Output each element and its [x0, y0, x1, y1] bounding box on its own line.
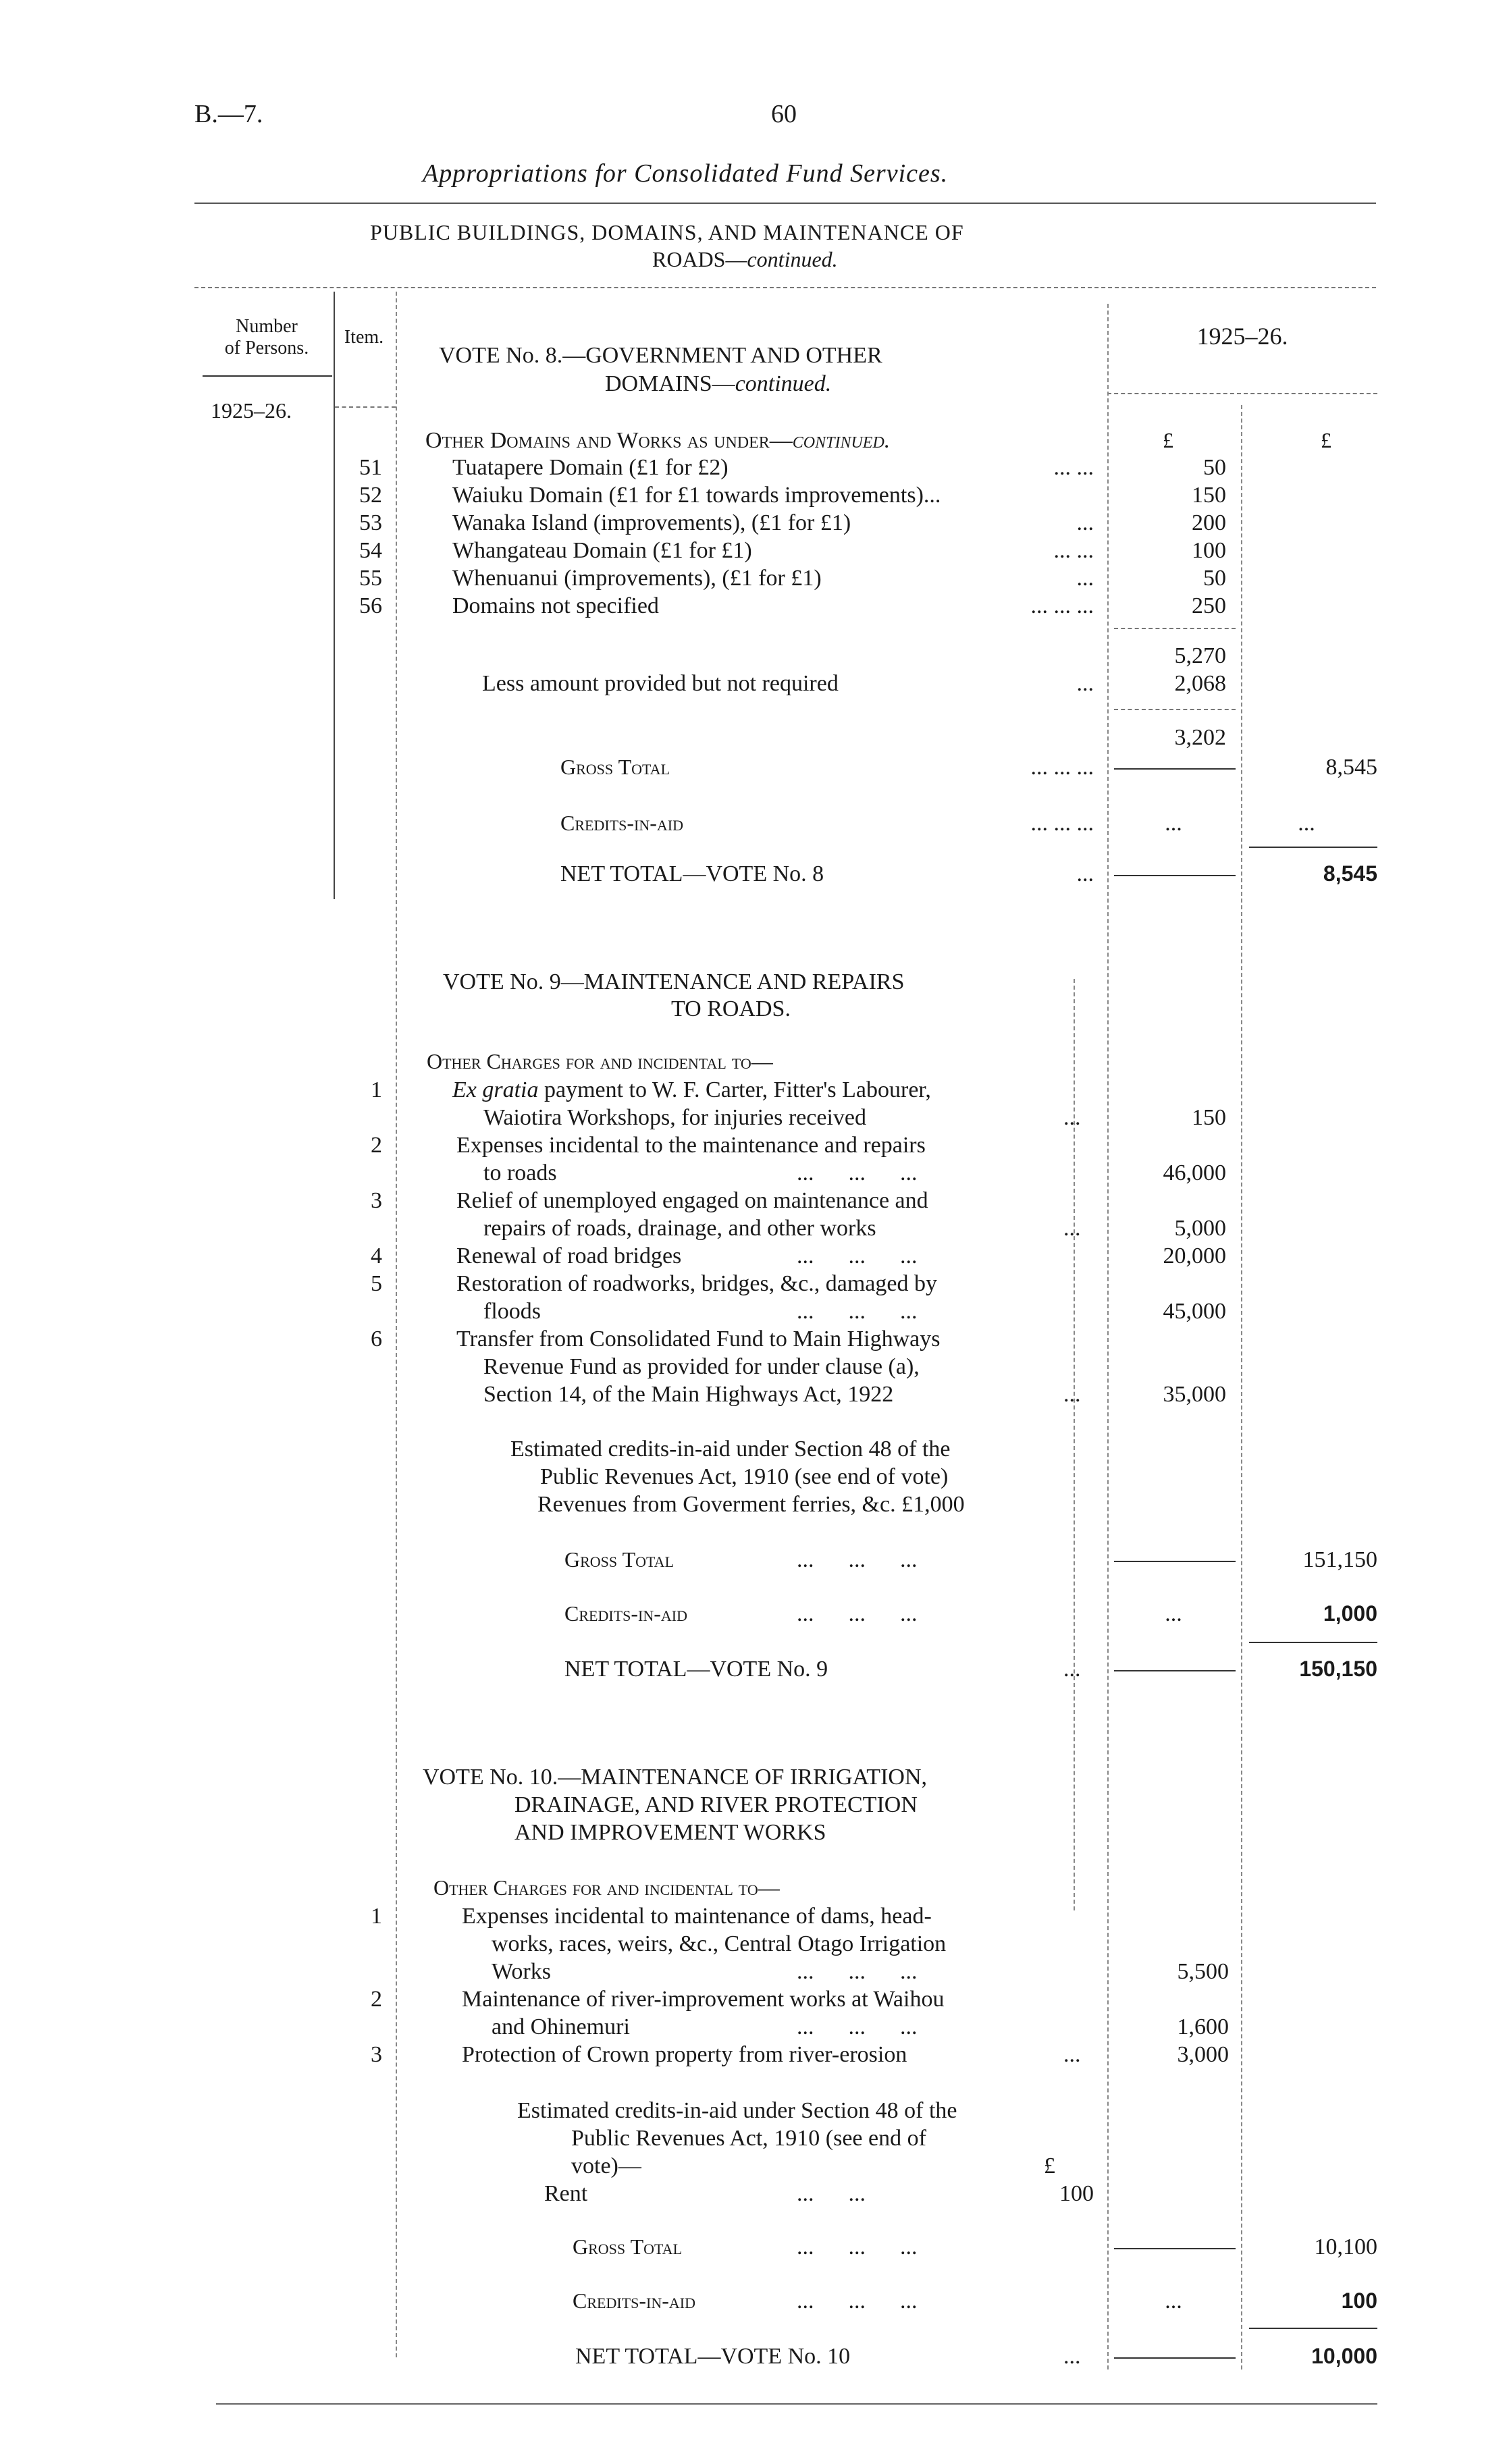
vote9-item-dots: ... — [1063, 1105, 1081, 1130]
vote8-item-dots: ... — [1076, 510, 1094, 535]
vote8-section-heading: Other Domains and Works as under—continued. — [425, 428, 891, 453]
vote10-gross-total: 10,100 — [1314, 2234, 1377, 2259]
vote10-section-heading: Other Charges for and incidental to— — [433, 1875, 780, 1900]
vote10-credits-note-line-2: Public Revenues Act, 1910 (see end of — [571, 2126, 926, 2151]
year-header-rule — [1107, 393, 1377, 394]
vote8-item-number: 55 — [359, 566, 382, 591]
vote10-credits-amount-1: ... — [1165, 2288, 1182, 2313]
vote9-credits-note-line-3: Revenues from Goverment ferries, &c. £1,000 — [537, 1492, 965, 1517]
vote9-gross-total: 151,150 — [1302, 1547, 1377, 1572]
vote9-item-dots: ... — [1063, 1382, 1081, 1407]
vote9-gross-total-label: Gross Total — [564, 1547, 675, 1572]
table-top-rule — [194, 287, 1376, 288]
vote9-item-line: repairs of roads, drainage, and other works — [483, 1216, 876, 1241]
year-header: 1925–26. — [1196, 323, 1288, 350]
vote9-item-amount: 5,000 — [1174, 1216, 1226, 1241]
vote10-item-dots: ... ... ... — [797, 2014, 918, 2039]
vote9-item-dots: ... ... ... — [797, 1160, 918, 1185]
vote8-pound-sign-2: £ — [1321, 428, 1331, 452]
vote8-gross-rule — [1114, 768, 1236, 770]
vote10-item-number: 3 — [371, 2042, 382, 2067]
vote9-credits-amount-1: ... — [1165, 1601, 1182, 1626]
vote8-item-text: Whenuanui (improvements), (£1 for £1) — [452, 566, 822, 591]
vote10-gross-dots: ... ... ... — [797, 2234, 918, 2259]
vote10-item-line: Protection of Crown property from river-erosion — [462, 2042, 907, 2067]
vote8-title-line-2: DOMAINS—continued. — [605, 371, 832, 396]
vote10-rent-amount: 100 — [1059, 2181, 1094, 2206]
vote9-gross-dots: ... ... ... — [797, 1547, 918, 1572]
vote9-item-number: 3 — [371, 1188, 382, 1213]
page-bottom-rule — [216, 2403, 1377, 2405]
vote8-subtotal-rule — [1114, 628, 1236, 629]
vote8-net-rule — [1114, 875, 1236, 876]
vote9-item-dots: ... — [1063, 1216, 1081, 1241]
persons-header-2: of Persons. — [224, 338, 309, 358]
vote10-title-line-1: VOTE No. 10.—MAINTENANCE OF IRRIGATION, — [423, 1765, 928, 1790]
vote8-credits-label: Credits-in-aid — [560, 811, 683, 835]
vote9-item-line: Ex gratia payment to W. F. Carter, Fitter's Labourer, — [452, 1077, 931, 1102]
vote9-item-amount: 35,000 — [1163, 1382, 1226, 1407]
vote8-item-text: Waiuku Domain (£1 for £1 towards improvements)... — [452, 483, 941, 508]
vote8-gross-dots: ... ... ... — [1030, 755, 1094, 780]
persons-year-label: 1925–26. — [211, 398, 292, 423]
vote8-item-dots: ... — [1076, 566, 1094, 591]
vote10-item-line: Expenses incidental to maintenance of dams, head- — [462, 1904, 932, 1929]
vote9-item-line: Transfer from Consolidated Fund to Main Highways — [456, 1327, 941, 1351]
vote8-item-amount: 250 — [1192, 593, 1226, 618]
vote8-item-dots: ... ... — [1053, 455, 1094, 480]
vote9-net-rule — [1114, 1670, 1236, 1671]
vote8-net-total: 8,545 — [1323, 861, 1377, 886]
vote8-item-number: 52 — [359, 483, 382, 508]
vote9-credits-label: Credits-in-aid — [564, 1601, 687, 1626]
vote8-item-text: Whangateau Domain (£1 for £1) — [452, 538, 752, 563]
vote9-net-total-top-rule — [1249, 1642, 1377, 1643]
vote10-item-number: 1 — [371, 1904, 382, 1929]
vote10-gross-total-label: Gross Total — [573, 2234, 683, 2259]
vote8-item-amount: 50 — [1203, 455, 1226, 480]
vote10-net-total: 10,000 — [1311, 2344, 1377, 2368]
vote9-item-line: Restoration of roadworks, bridges, &c., damaged by — [456, 1271, 937, 1296]
vote9-credits-note-line-2: Public Revenues Act, 1910 (see end of vote) — [540, 1464, 949, 1489]
text-column-divider — [1107, 304, 1109, 2369]
page-number: 60 — [771, 100, 797, 128]
vote9-item-line: to roads — [483, 1160, 557, 1185]
vote8-net-total-top-rule — [1249, 847, 1377, 848]
vote10-item-line: Works — [492, 1959, 551, 1984]
vote10-item-dots: ... ... ... — [797, 1959, 918, 1984]
vote8-item-text: Tuatapere Domain (£1 for £2) — [452, 455, 729, 480]
vote10-item-number: 2 — [371, 1987, 382, 2012]
vote10-net-total-top-rule — [1249, 2328, 1377, 2329]
vote8-item-amount: 50 — [1203, 566, 1226, 591]
vote10-item-amount: 5,500 — [1177, 1959, 1229, 1984]
vote9-item-line: Relief of unemployed engaged on maintenance and — [456, 1188, 928, 1213]
vote9-item-number: 4 — [371, 1243, 382, 1268]
item-header: Item. — [344, 327, 384, 348]
vote10-item-amount: 1,600 — [1177, 2014, 1229, 2039]
vote8-item-amount: 150 — [1192, 483, 1226, 508]
vote10-credits-amount: 100 — [1341, 2288, 1377, 2313]
vote8-title-line-1: VOTE No. 8.—GOVERNMENT AND OTHER — [439, 343, 882, 368]
vote8-gross-total: 8,545 — [1325, 755, 1377, 780]
vote8-net-total-label: NET TOTAL—VOTE No. 8 — [560, 861, 824, 886]
vote8-less-amount: 2,068 — [1174, 671, 1226, 696]
vote10-credits-note-line-1: Estimated credits-in-aid under Section 48 of the — [517, 2098, 957, 2123]
vote9-item-line: Waiotira Workshops, for injuries received — [483, 1105, 867, 1130]
vote9-net-total-label: NET TOTAL—VOTE No. 9 — [564, 1657, 828, 1682]
vote8-item-text: Domains not specified — [452, 593, 659, 618]
vote8-item-dots: ... ... ... — [1030, 593, 1094, 618]
vote9-item-line: Section 14, of the Main Highways Act, 1922 — [483, 1382, 894, 1407]
vote9-item-line: Renewal of road bridges — [456, 1243, 682, 1268]
vote8-item-amount: 200 — [1192, 510, 1226, 535]
vote10-item-dots: ... — [1063, 2042, 1081, 2067]
vote9-credits-amount: 1,000 — [1323, 1601, 1377, 1626]
vote9-gross-rule — [1114, 1561, 1236, 1562]
vote10-net-dots: ... — [1063, 2344, 1081, 2369]
vote8-net-amount: 3,202 — [1174, 725, 1226, 750]
section-heading-line-2: ROADS—continued. — [652, 247, 838, 271]
vote10-net-total-label: NET TOTAL—VOTE No. 10 — [575, 2344, 851, 2369]
vote9-title-line-1: VOTE No. 9—MAINTENANCE AND REPAIRS — [443, 969, 905, 994]
item-header-rule — [335, 406, 396, 408]
item-column-divider — [396, 292, 397, 2357]
vote9-item-amount: 46,000 — [1163, 1160, 1226, 1185]
vote8-item-number: 51 — [359, 455, 382, 480]
vote9-item-number: 6 — [371, 1327, 382, 1351]
vote10-gross-rule — [1114, 2248, 1236, 2249]
page-title: Appropriations for Consolidated Fund Services. — [423, 159, 949, 188]
vote8-less-dots: ... — [1076, 671, 1094, 696]
vote8-credits-amount-2: ... — [1298, 811, 1315, 836]
vote9-item-number: 5 — [371, 1271, 382, 1296]
vote9-net-total: 150,150 — [1299, 1657, 1377, 1681]
vote9-item-line: Revenue Fund as provided for under clause (a), — [483, 1354, 920, 1379]
vote8-pound-sign-1: £ — [1163, 428, 1173, 452]
vote9-item-dots: ... ... ... — [797, 1243, 918, 1268]
persons-header-1: Number — [236, 316, 298, 337]
vote10-credits-note-line-3: vote)— — [571, 2153, 641, 2178]
vote10-credits-label: Credits-in-aid — [573, 2288, 695, 2313]
header-rule — [194, 203, 1376, 204]
persons-column-divider — [334, 292, 335, 899]
vote8-credits-dots: ... ... ... — [1030, 811, 1094, 836]
amount-column-divider — [1241, 405, 1242, 2369]
vote9-item-number: 2 — [371, 1133, 382, 1158]
document-reference: B.—7. — [194, 100, 263, 128]
vote8-item-number: 54 — [359, 538, 382, 563]
vote9-item-number: 1 — [371, 1077, 382, 1102]
vote9-item-line: floods — [483, 1299, 541, 1324]
persons-header-rule — [203, 375, 332, 377]
vote9-title-line-2: TO ROADS. — [671, 996, 791, 1021]
vote9-item-dots: ... ... ... — [797, 1299, 918, 1324]
vote9-credits-note-line-1: Estimated credits-in-aid under Section 48 of the — [510, 1437, 951, 1462]
vote9-item-amount: 150 — [1192, 1105, 1226, 1130]
vote8-less-label: Less amount provided but not required — [482, 671, 839, 696]
vote10-title-line-3: AND IMPROVEMENT WORKS — [514, 1820, 826, 1845]
vote8-net-dots: ... — [1076, 861, 1094, 886]
vote10-credits-pound-sign: £ — [1044, 2153, 1055, 2178]
vote8-subtotal: 5,270 — [1174, 643, 1226, 668]
section-heading-line-1: PUBLIC BUILDINGS, DOMAINS, AND MAINTENANCE OF — [370, 220, 964, 244]
vote8-gross-total-label: Gross Total — [560, 755, 670, 779]
vote10-item-amount: 3,000 — [1177, 2042, 1229, 2067]
vote10-net-rule — [1114, 2357, 1236, 2359]
vote10-credits-dots: ... ... ... — [797, 2288, 918, 2313]
vote8-item-number: 56 — [359, 593, 382, 618]
vote8-net-amount-rule — [1114, 709, 1236, 710]
vote10-rent-label: Rent — [544, 2181, 588, 2206]
vote9-net-dots: ... — [1063, 1657, 1081, 1682]
vote10-item-line: Maintenance of river-improvement works at Waihou — [462, 1987, 945, 2012]
vote9-item-amount: 20,000 — [1163, 1243, 1226, 1268]
vote8-item-number: 53 — [359, 510, 382, 535]
vote10-item-line: and Ohinemuri — [492, 2014, 630, 2039]
vote10-item-line: works, races, weirs, &c., Central Otago Irrigation — [492, 1931, 947, 1956]
vote9-item-amount: 45,000 — [1163, 1299, 1226, 1324]
vote9-item-line: Expenses incidental to the maintenance and repairs — [456, 1133, 926, 1158]
vote10-title-line-2: DRAINAGE, AND RIVER PROTECTION — [514, 1792, 918, 1817]
vote8-item-amount: 100 — [1192, 538, 1226, 563]
vote9-credits-dots: ... ... ... — [797, 1601, 918, 1626]
vote8-item-dots: ... ... — [1053, 538, 1094, 563]
vote8-credits-amount-1: ... — [1165, 811, 1182, 836]
vote8-item-text: Wanaka Island (improvements), (£1 for £1) — [452, 510, 851, 535]
vote9-section-heading: Other Charges for and incidental to— — [427, 1049, 773, 1073]
vote10-rent-dots: ... ... — [797, 2181, 866, 2206]
